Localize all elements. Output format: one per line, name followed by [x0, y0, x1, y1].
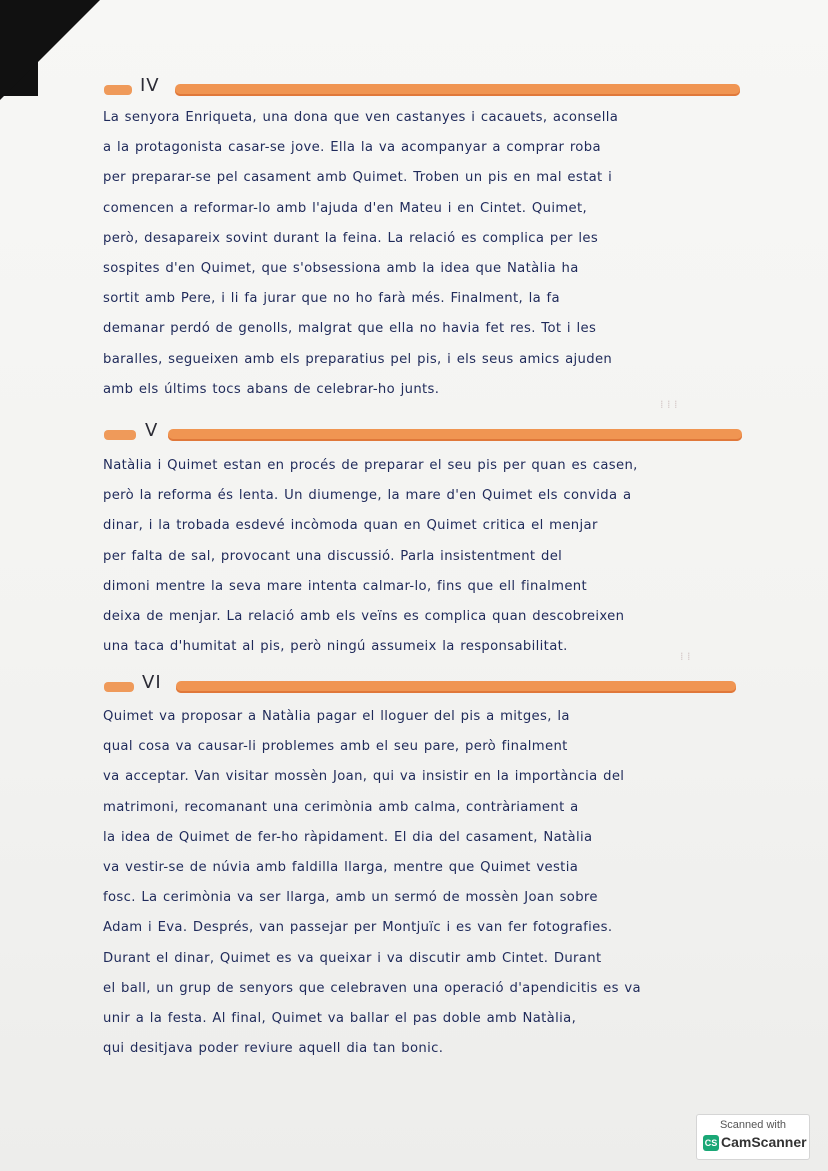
- section-vi-paragraph: [103, 702, 753, 1064]
- text-line: fosc. La cerimònia va ser llarga, amb un sermó de mossèn Joan sobre: [103, 890, 598, 906]
- text-line: a la protagonista casar-se jove. Ella la va acompanyar a comprar roba: [103, 140, 601, 156]
- text-line: comencen a reformar-lo amb l'ajuda d'en Mateu i en Cintet. Quimet,: [103, 200, 588, 216]
- text-line: el ball, un grup de senyors que celebraven una operació d'apendicitis es va: [103, 980, 641, 996]
- text-line: La senyora Enriqueta, una dona que ven castanyes i cacauets, aconsella: [103, 110, 619, 125]
- text-line: dinar, i la trobada esdevé incòmoda quan en Quimet critica el menjar: [103, 518, 598, 534]
- text-line: sospites d'en Quimet, que s'obsessiona amb la idea que Natàlia ha: [103, 261, 579, 277]
- text-line: però, desapareix sovint durant la feina. La relació es complica per les: [103, 230, 599, 246]
- text-line: qual cosa va causar-li problemes amb el seu pare, però finalment: [103, 739, 568, 755]
- text-line: matrimoni, recomanant una cerimònia amb calma, contràriament a: [103, 799, 579, 815]
- section-v-paragraph: [103, 451, 753, 662]
- text-line: unir a la festa. Al final, Quimet va ballar el pas doble amb Natàlia,: [103, 1011, 577, 1027]
- text-line: sortit amb Pere, i li fa jurar que no ho farà més. Finalment, la fa: [103, 291, 560, 307]
- text-line: deixa de menjar. La relació amb els veïns es complica quan descobreixen: [103, 609, 625, 625]
- text-line: per preparar-se pel casament amb Quimet. Troben un pis en mal estat i: [103, 170, 613, 186]
- highlighter-stroke-right: [168, 429, 742, 441]
- highlighter-stroke-left: [104, 430, 136, 440]
- text-line: Durant el dinar, Quimet es va queixar i va discutir amb Cintet. Durant: [103, 950, 602, 966]
- text-line: una taca d'humitat al pis, però ningú assumeix la responsabilitat.: [103, 639, 568, 655]
- section-number: IV: [140, 75, 160, 96]
- text-line: baralles, segueixen amb els preparatius pel pis, i els seus amics ajuden: [103, 351, 613, 367]
- text-line: va vestir-se de núvia amb faldilla llarga, mentre que Quimet vestia: [103, 860, 579, 876]
- text-line: per falta de sal, provocant una discussió. Parla insistentment del: [103, 548, 563, 564]
- highlighter-stroke-left: [104, 682, 134, 692]
- highlighter-stroke-left: [104, 85, 132, 95]
- section-number: V: [145, 420, 159, 441]
- text-line: amb els últims tocs abans de celebrar-ho junts.: [103, 381, 440, 397]
- bleed-through-mark: ⁞ ⁞ ⁞: [660, 398, 678, 411]
- text-line: va acceptar. Van visitar mossèn Joan, qui va insistir en la importància del: [103, 769, 625, 785]
- text-line: demanar perdó de genolls, malgrat que ella no havia fet res. Tot i les: [103, 321, 597, 337]
- section-header-vi: [0, 672, 828, 698]
- highlighter-stroke-right: [175, 84, 740, 96]
- bleed-through-mark: ⁞ ⁞: [680, 650, 691, 663]
- text-line: la idea de Quimet de fer-ho ràpidament. El dia del casament, Natàlia: [103, 829, 593, 845]
- section-number: VI: [142, 672, 162, 693]
- watermark-caption: Scanned with: [719, 1119, 787, 1131]
- highlighter-stroke-right: [176, 681, 736, 693]
- text-line: Quimet va proposar a Natàlia pagar el lloguer del pis a mitges, la: [103, 709, 570, 724]
- text-line: però la reforma és lenta. Un diumenge, la mare d'en Quimet els convida a: [103, 488, 632, 504]
- watermark-brand: CamScanner: [721, 1134, 807, 1150]
- section-header-iv: [0, 75, 828, 101]
- section-iv-paragraph: [103, 103, 753, 405]
- text-line: Adam i Eva. Després, van passejar per Montjuïc i es van fer fotografies.: [103, 920, 613, 936]
- text-line: dimoni mentre la seva mare intenta calmar-lo, fins que ell finalment: [103, 578, 588, 594]
- section-header-v: [0, 420, 828, 446]
- camscanner-watermark: [696, 1114, 810, 1160]
- camscanner-logo-icon: CS: [703, 1135, 719, 1151]
- text-line: qui desitjava poder reviure aquell dia tan bonic.: [103, 1041, 444, 1057]
- text-line: Natàlia i Quimet estan en procés de preparar el seu pis per quan es casen,: [103, 458, 638, 473]
